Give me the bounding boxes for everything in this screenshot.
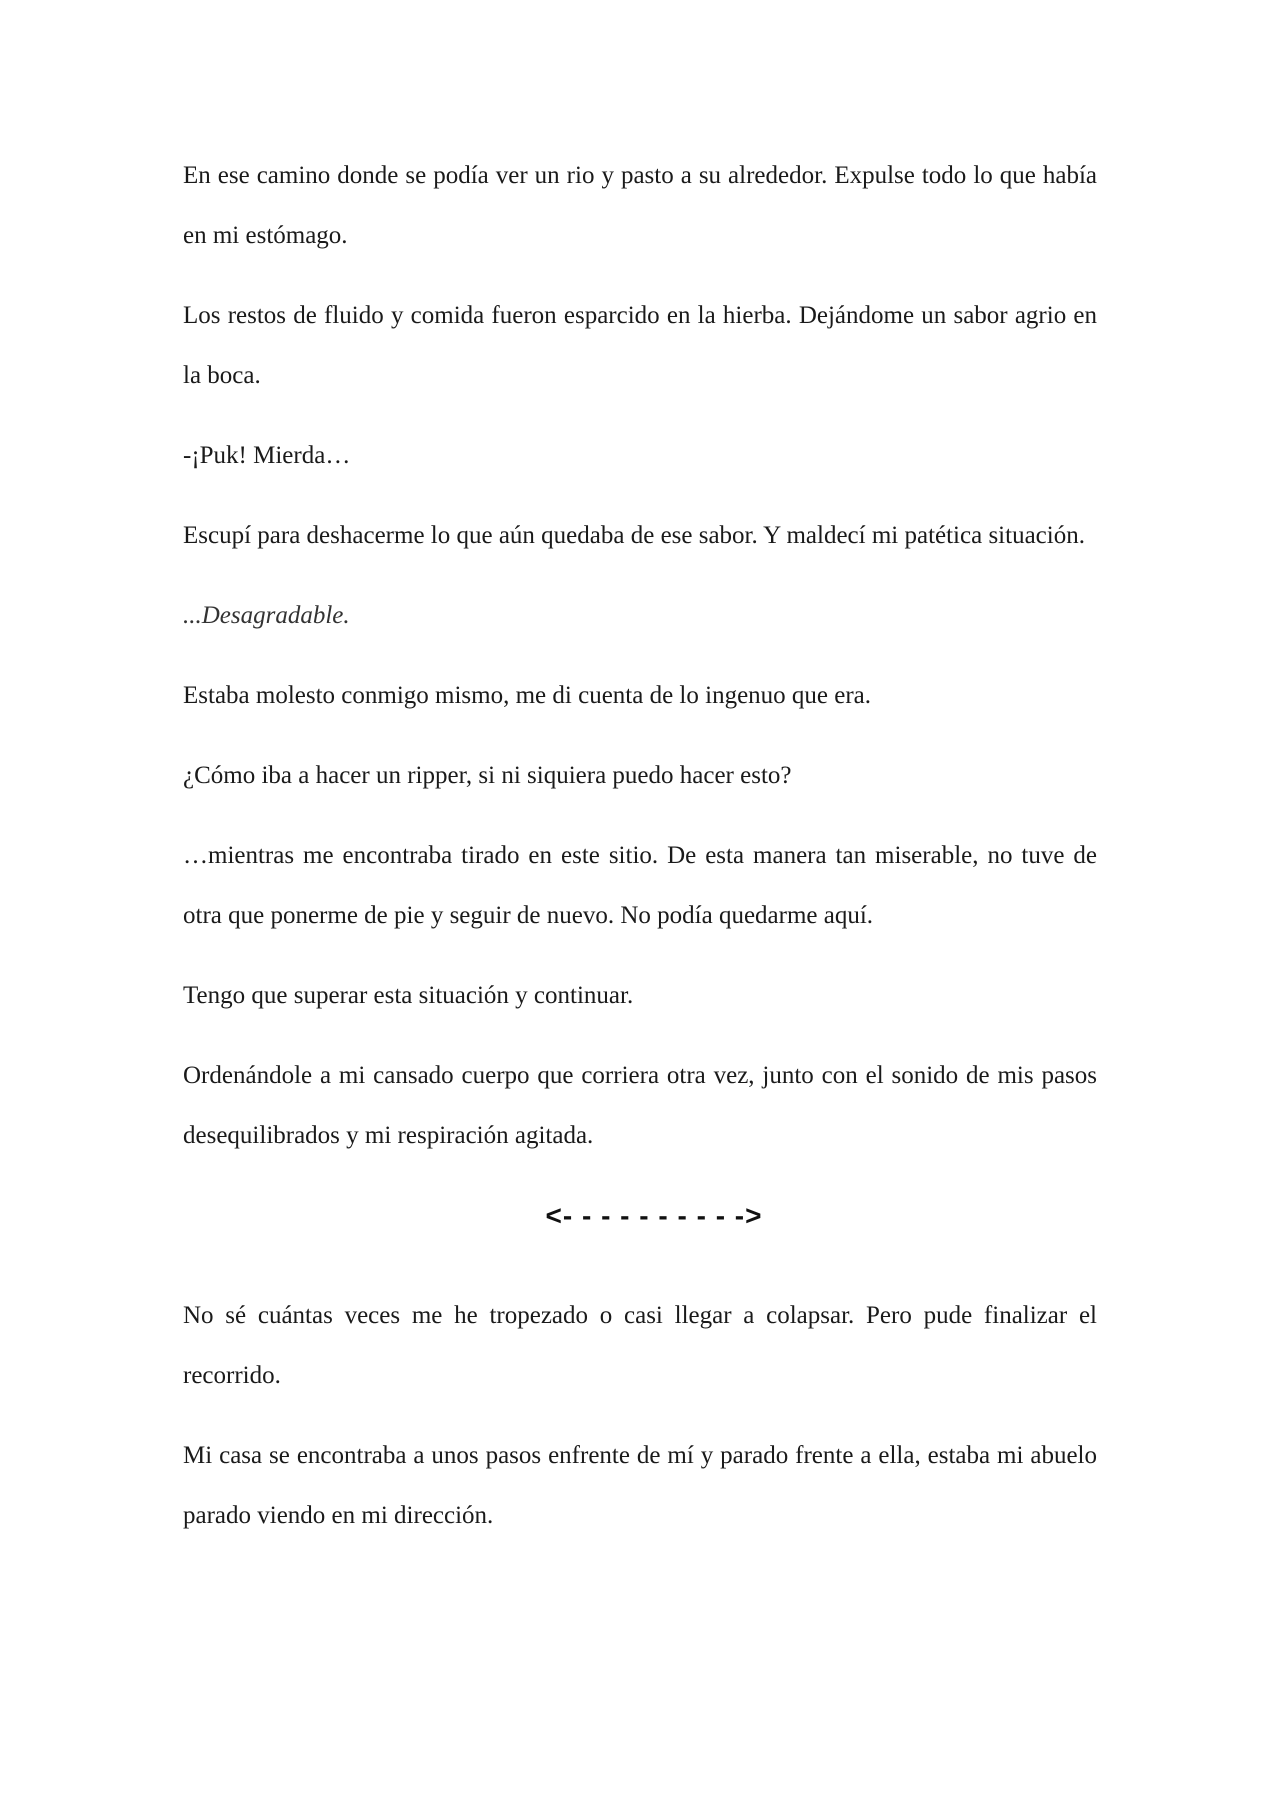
paragraph: No sé cuántas veces me he tropezado o casi llegar a colapsar. Pero pude finalizar el recorrido. bbox=[183, 1302, 1097, 1389]
paragraph: Escupí para deshacerme lo que aún quedaba de ese sabor. Y maldecí mi patética situación. bbox=[183, 522, 1085, 549]
scene-separator: <- - - - - - - - - -> bbox=[545, 1200, 763, 1231]
italic-thought: ...Desagradable. bbox=[183, 602, 350, 629]
paragraph: Mi casa se encontraba a unos pasos enfrente de mí y parado frente a ella, estaba mi abuelo parado viendo en mi dirección. bbox=[183, 1442, 1097, 1529]
paragraph: Los restos de fluido y comida fueron esparcido en la hierba. Dejándome un sabor agrio en la boca. bbox=[183, 302, 1097, 389]
document-body bbox=[183, 146, 1097, 1566]
paragraph: Ordenándole a mi cansado cuerpo que corriera otra vez, junto con el sonido de mis pasos desequilibrados y mi respiración agitada. bbox=[183, 1062, 1097, 1149]
paragraph: Tengo que superar esta situación y continuar. bbox=[183, 982, 634, 1009]
paragraph: En ese camino donde se podía ver un rio y pasto a su alrededor. Expulse todo lo que había en mi estómago. bbox=[183, 162, 1097, 249]
dialogue-line: -¡Puk! Mierda… bbox=[183, 442, 351, 469]
paragraph: Estaba molesto conmigo mismo, me di cuenta de lo ingenuo que era. bbox=[183, 682, 872, 709]
paragraph: ¿Cómo iba a hacer un ripper, si ni siquiera puedo hacer esto? bbox=[183, 762, 792, 789]
paragraph: …mientras me encontraba tirado en este sitio. De esta manera tan miserable, no tuve de otra que ponerme de pie y seguir de nuevo. No podía quedarme aquí. bbox=[183, 842, 1097, 929]
